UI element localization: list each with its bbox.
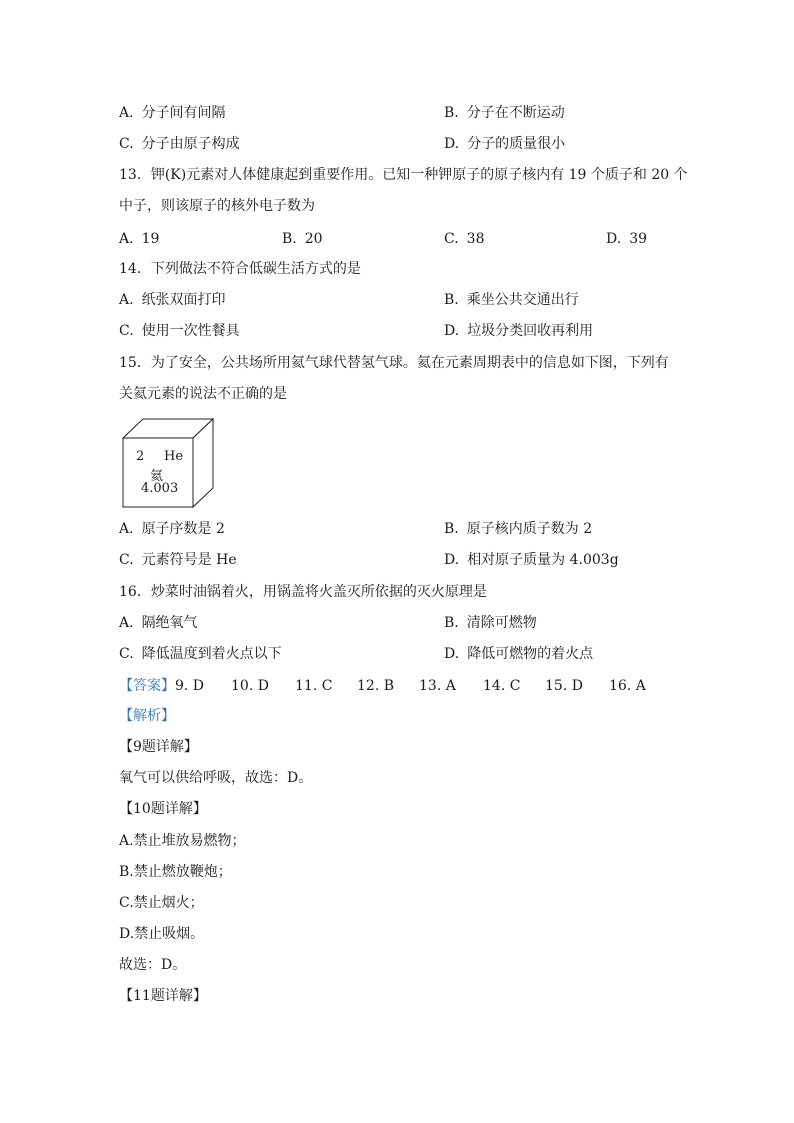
q13-option-a: A. 19 [119,231,160,247]
answer-item: 11. C [295,678,333,694]
q15-option-a: A. 原子序数是 2 [119,521,225,537]
q12-option-d: D. 分子的质量很小 [444,136,566,152]
q16-option-a: A. 隔绝氧气 [119,615,198,631]
q15-stem-line1: 15．为了安全，公共场所用氦气球代替氢气球。氦在元素周期表中的信息如下图，下列有 [119,355,669,371]
element-symbol: He [164,449,184,464]
detail10-line: D.禁止吸烟。 [119,926,205,942]
q14-option-b: B. 乘坐公共交通出行 [444,292,579,308]
q16-stem: 16．炒菜时油锅着火，用锅盖将火盖灭所依据的灭火原理是 [119,584,487,600]
analysis-tag: 【解析】 [119,708,175,724]
q16-option-c: C. 降低温度到着火点以下 [119,646,282,662]
q13-stem-line2: 中子，则该原子的核外电子数为 [119,198,315,214]
detail10-title: 【10题详解】 [119,801,207,817]
q16-option-d: D. 降低可燃物的着火点 [444,646,594,662]
q13-option-c: C. 38 [444,231,485,247]
q13-option-b: B. 20 [282,231,323,247]
q15-option-c: C. 元素符号是 He [119,552,237,568]
q12-option-b: B. 分子在不断运动 [444,105,565,121]
answer-item: 13. A [419,678,456,694]
answer-item: 14. C [483,678,521,694]
answer-item: 16. A [609,678,646,694]
q15-option-d: D. 相对原子质量为 4.003g [444,552,619,568]
q12-option-a: A. 分子间有间隔 [119,105,226,121]
detail9-text: 氧气可以供给呼吸，故选：D。 [119,770,313,786]
q16-option-b: B. 清除可燃物 [444,615,537,631]
atomic-number: 2 [136,449,145,464]
answer-item: 15. D [545,678,583,694]
answer-item: 9. D [175,678,205,694]
detail10-line: B.禁止燃放鞭炮； [119,864,232,880]
q13-stem-line1: 13．钾(K)元素对人体健康起到重要作用。已知一种钾原子的原子核内有 19 个质子和 20 个 [119,167,688,183]
element-name: 氦 [150,469,164,484]
answer-item: 10. D [231,678,269,694]
q15-option-b: B. 原子核内质子数为 2 [444,521,593,537]
detail10-line: 故选：D。 [119,957,187,973]
answer-item: 12. B [357,678,395,694]
q14-option-d: D. 垃圾分类回收再利用 [444,323,594,339]
answer-tag: 【答案】 [119,678,175,694]
q12-option-c: C. 分子由原子构成 [119,136,240,152]
detail10-line: C.禁止烟火； [119,895,204,911]
detail9-title: 【9题详解】 [119,739,198,755]
q14-option-c: C. 使用一次性餐具 [119,323,240,339]
q14-stem: 14．下列做法不符合低碳生活方式的是 [119,261,361,277]
detail10-line: A.禁止堆放易燃物； [119,833,246,849]
answer-line [119,676,646,696]
detail11-title: 【11题详解】 [119,988,207,1004]
atomic-mass: 4.003 [141,481,179,496]
q15-stem-line2: 关氦元素的说法不正确的是 [119,386,287,402]
q14-option-a: A. 纸张双面打印 [119,292,226,308]
q13-option-d: D. 39 [606,231,648,247]
periodic-element-cube [122,418,214,508]
